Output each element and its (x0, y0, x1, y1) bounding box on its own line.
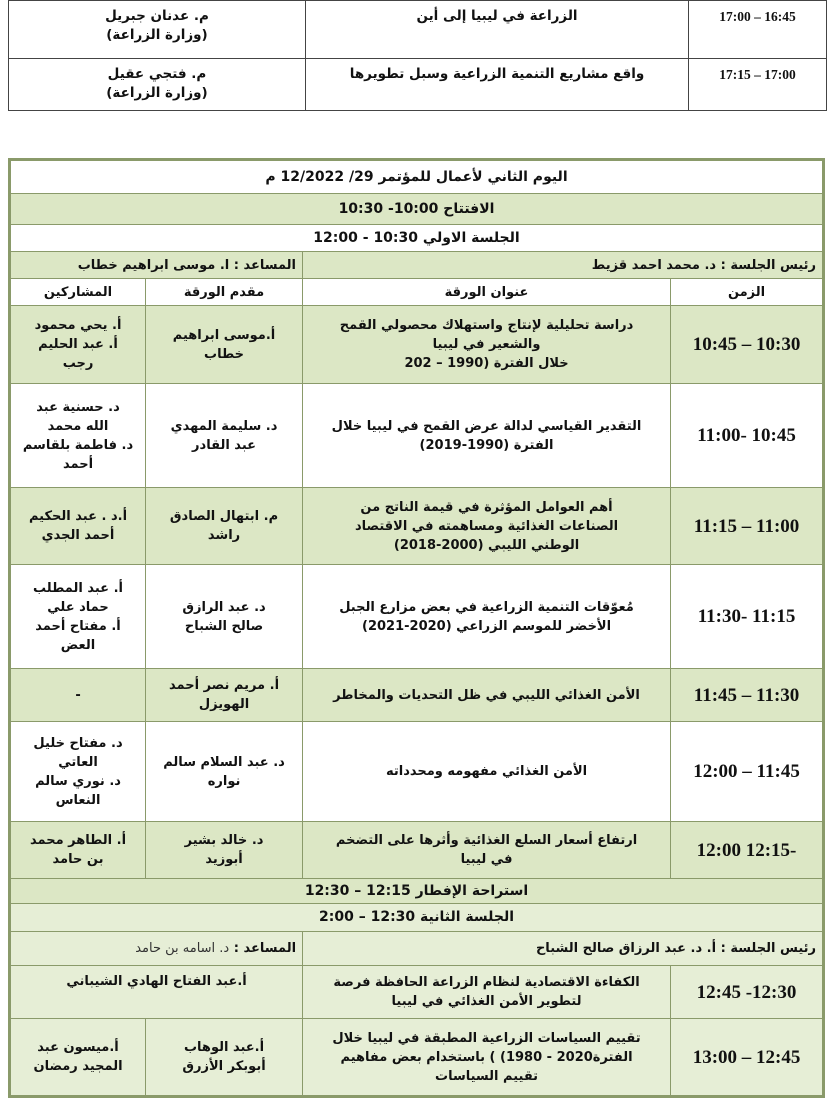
table-row (11, 306, 823, 384)
participants-cell: أ. عبد المطلب حماد علي أ. مفتاح أحمد العض (11, 565, 146, 669)
header-time: الزمن (671, 279, 823, 306)
assistant-name: د. اسامه بن حامد (135, 941, 230, 956)
presenter-cell: د. عبد الرازق صالح الشباح (146, 565, 303, 669)
presenter-cell: د. سليمة المهدي عبد القادر (146, 384, 303, 488)
table-row (9, 1, 827, 59)
title-cell: الأمن الغذائي الليبي في ظل التحديات والمخاطر (303, 669, 671, 722)
table-row (9, 59, 827, 111)
time-cell: 17:00 – 16:45 (689, 1, 827, 59)
time-cell: 17:15 – 17:00 (689, 59, 827, 111)
title-cell: الأمن الغذائي مفهومه ومحدداته (303, 722, 671, 822)
assistant-label: المساعد : (233, 941, 297, 956)
session2-title: الجلسة الثانية 12:30 – 2:00 (11, 904, 823, 932)
presenter-cell: أ.عبد الوهاب أبوبكر الأزرق (146, 1019, 303, 1096)
speaker-cell: م. فتجي عقيل (وزارة الزراعة) (9, 59, 306, 111)
title-cell: التقدير القياسي لدالة عرض القمح في ليبيا خلال الفترة (1990-2019) (303, 384, 671, 488)
title-cell: الكفاءة الاقتصادية لنظام الزراعة الحافظة فرصة لتطوير الأمن الغذائي في ليبيا (303, 966, 671, 1019)
time-cell: 12:00 12:15- (671, 822, 823, 879)
presenter-cell: د. عبد السلام سالم نواره (146, 722, 303, 822)
table-row (11, 565, 823, 669)
participants-cell: د. حسنية عبد الله محمد د. فاطمة بلقاسم أحمد (11, 384, 146, 488)
previous-day-table (8, 0, 827, 111)
table-row (11, 488, 823, 565)
participants-cell: أ.ميسون عبد المجيد رمضان (11, 1019, 146, 1096)
participants-cell: - (11, 669, 146, 722)
table-row (11, 1019, 823, 1096)
title-cell: أهم العوامل المؤثرة في قيمة الناتج من الصناعات الغذائية ومساهمته في الاقتصاد الوطني الليبي (2000-2018) (303, 488, 671, 565)
title-cell: الزراعة في ليبيا إلى أين (306, 1, 689, 59)
table-row (11, 669, 823, 722)
time-cell: 11:45 – 11:30 (671, 669, 823, 722)
day-title: اليوم الثاني لأعمال للمؤتمر 29/ 12/2022 م (11, 161, 823, 194)
title-cell: واقع مشاريع التنمية الزراعية وسبل تطويرها (306, 59, 689, 111)
presenter-cell: أ.عبد الفتاح الهادي الشيباني (11, 966, 303, 1019)
presenter-cell: أ. مريم نصر أحمد الهويزل (146, 669, 303, 722)
title-cell: دراسة تحليلية لإنتاج واستهلاك محصولي القمح والشعير في ليبيا خلال الفترة (1990 – 202 (303, 306, 671, 384)
title-cell: مُعوّقات التنمية الزراعية في بعض مزارع الجبل الأخضر للموسم الزراعي (2020-2021) (303, 565, 671, 669)
participants-cell: أ. الطاهر محمد بن حامد (11, 822, 146, 879)
title-cell: ارتفاع أسعار السلع الغذائية وأثرها على التضخم في ليبيا (303, 822, 671, 879)
participants-cell: أ.د . عبد الحكيم أحمد الجدي (11, 488, 146, 565)
opening-row: الافتتاح 10:00- 10:30 (11, 194, 823, 225)
time-cell: 11:00- 10:45 (671, 384, 823, 488)
header-participants: المشاركين (11, 279, 146, 306)
presenter-cell: د. خالد بشير أبوزيد (146, 822, 303, 879)
presenter-cell: أ.موسى ابراهيم خطاب (146, 306, 303, 384)
time-cell: 13:00 – 12:45 (671, 1019, 823, 1096)
participants-cell: أ. يحي محمود أ. عبد الحليم رجب (11, 306, 146, 384)
time-cell: 12:45 -12:30 (671, 966, 823, 1019)
header-title: عنوان الورقة (303, 279, 671, 306)
header-row (11, 279, 823, 306)
header-presenter: مقدم الورقة (146, 279, 303, 306)
break-row: استراحة الإفطار 12:15 – 12:30 (11, 879, 823, 904)
time-cell: 11:15 – 11:00 (671, 488, 823, 565)
table-row (11, 966, 823, 1019)
session2-chair: رئيس الجلسة : أ. د. عبد الرزاق صالح الشباح (303, 932, 823, 966)
session1-chair: رئيس الجلسة : د. محمد احمد قزيط (303, 252, 823, 279)
table-row (11, 384, 823, 488)
day-two-schedule-table (10, 160, 823, 1096)
title-cell: تقييم السياسات الزراعية المطبقة في ليبيا خلال الفترة2020 - 1980) ) باستخدام بعض مفاهيم تقييم السياسات (303, 1019, 671, 1096)
time-cell: 12:00 – 11:45 (671, 722, 823, 822)
session2-assistant (11, 932, 303, 966)
time-cell: 11:30- 11:15 (671, 565, 823, 669)
presenter-cell: م. ابتهال الصادق راشد (146, 488, 303, 565)
session1-title: الجلسة الاولي 10:30 - 12:00 (11, 225, 823, 252)
speaker-cell: م. عدنان جبريل (وزارة الزراعة) (9, 1, 306, 59)
session1-assistant: المساعد : ا. موسى ابراهيم خطاب (11, 252, 303, 279)
participants-cell: د. مفتاح خليل العاتي د. نوري سالم النعاس (11, 722, 146, 822)
table-row (11, 722, 823, 822)
time-cell: 10:45 – 10:30 (671, 306, 823, 384)
table-row (11, 822, 823, 879)
